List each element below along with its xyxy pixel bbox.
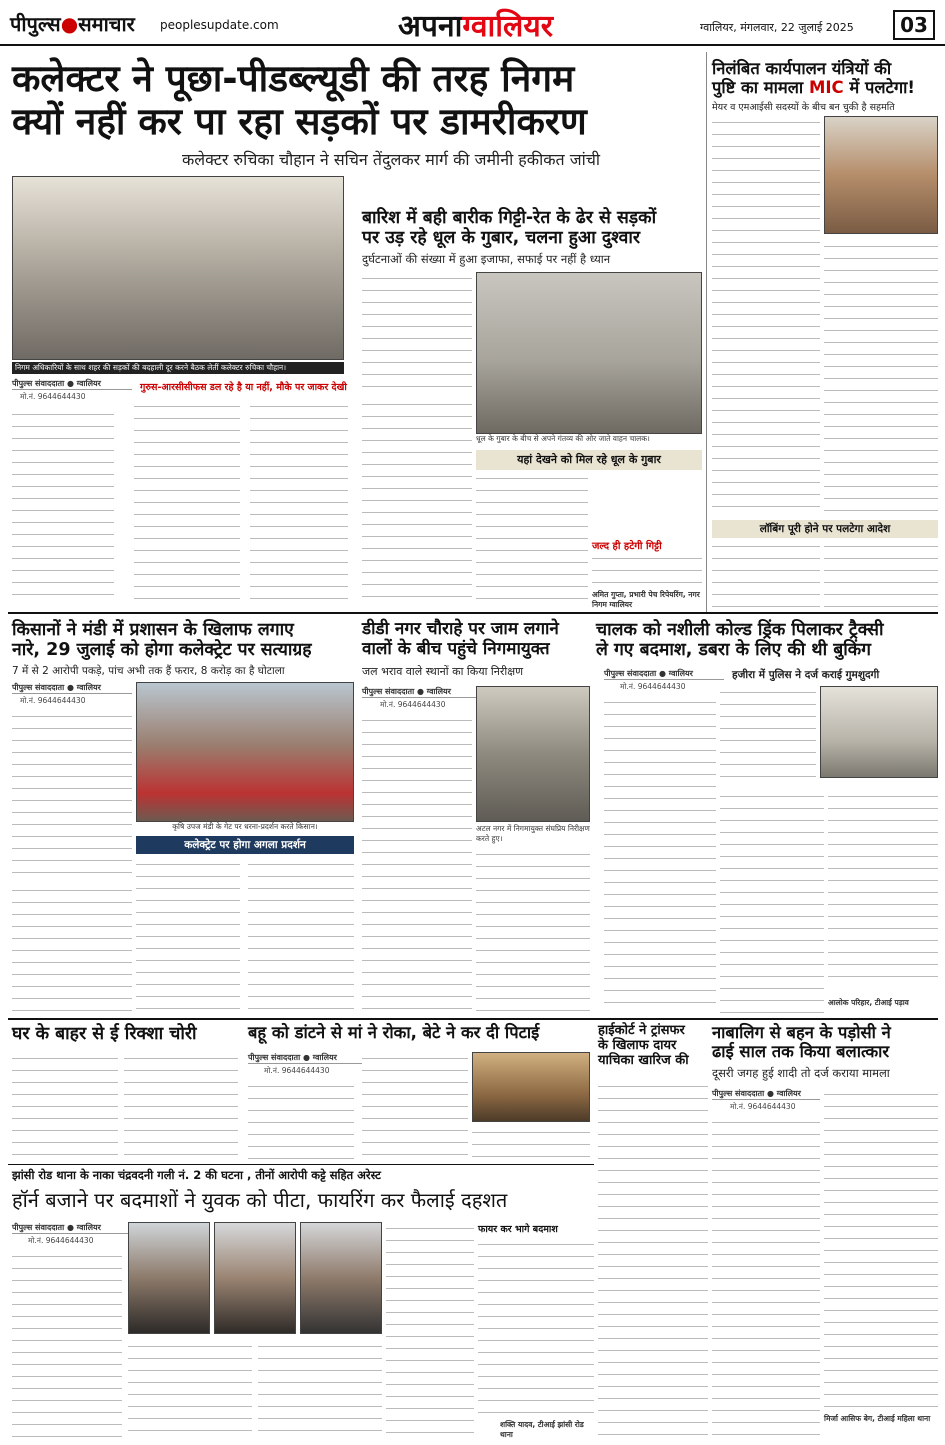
mic-photo	[824, 116, 938, 234]
lead-mobile: मो.नं. 9644644430	[20, 392, 86, 401]
mic-subheadline: मेयर व एमआईसी सदस्यों के बीच बन चुकी है सहमति	[712, 102, 895, 113]
mic-body-col4	[824, 540, 938, 608]
firing-mobile: मो.नं. 9644644430	[28, 1236, 94, 1245]
dd-body-col1	[362, 714, 472, 1014]
firing-quote: शक्ति यादव, टीआई झांसी रोड थाना	[500, 1420, 584, 1439]
logo-dot: ●	[60, 12, 79, 36]
lead-subhead-2: गुरुस-आरसीसीफस डल रहे है या नहीं, मौके पर जाकर देखी	[140, 382, 347, 393]
farmers-mobile: मो.नं. 9644644430	[20, 696, 86, 705]
mother-byline: पीपुल्स संवाददाता ● ग्वालियर	[248, 1052, 368, 1064]
dust-subheadline: दुर्घटनाओं की संख्या में हुआ इजाफा, सफाई पर नहीं है ध्यान	[362, 252, 611, 266]
rickshaw-body-col2	[124, 1052, 238, 1162]
mother-body-col3	[472, 1126, 590, 1162]
accused-photo-2	[214, 1222, 296, 1334]
driver-body-col3	[720, 790, 824, 1014]
firing-tag: फायर कर भागे बदमाश	[478, 1224, 558, 1235]
mother-photo	[472, 1052, 590, 1122]
dateline: ग्वालियर, मंगलवार, 22 जुलाई 2025	[700, 21, 854, 34]
driver-body-col2	[720, 686, 816, 782]
lead-headline: कलेक्टर ने पूछा-पीडब्ल्यूडी की तरह निगम क्यों नहीं कर पा रहा सड़कों पर डामरीकरण	[12, 57, 587, 143]
dust-body-col4	[592, 552, 702, 588]
section-rule-1	[8, 612, 938, 614]
rickshaw-body-col1	[12, 1052, 118, 1162]
minor-body-col2	[824, 1088, 938, 1410]
mic-body-col3	[712, 540, 820, 608]
firing-byline: पीपुल्स संवाददाता ● ग्वालियर	[12, 1222, 132, 1234]
farmers-byline: पीपुल्स संवाददाता ● ग्वालियर	[12, 682, 132, 694]
minor-mobile: मो.नं. 9644644430	[730, 1102, 796, 1111]
farmers-photo-caption: कृषि उपज मंडी के गेट पर धरना-प्रदर्शन करते किसान।	[172, 822, 318, 831]
dd-subheadline: जल भराव वाले स्थानों का किया निरीक्षण	[362, 665, 524, 678]
driver-headline: चालक को नशीली कोल्ड ड्रिंक पिलाकर ट्रैक्सी ले गए बदमाश, डबरा के लिए की थी बुकिंग	[596, 620, 884, 661]
mic-body-col1	[712, 116, 820, 516]
driver-mobile: मो.नं. 9644644430	[620, 682, 686, 691]
lead-body-col2	[134, 400, 240, 606]
accused-photo-3	[300, 1222, 382, 1334]
dust-body-col2	[362, 398, 472, 606]
lead-byline: पीपुल्स संवाददाता ● ग्वालियर	[12, 378, 132, 390]
dust-photo	[476, 272, 702, 434]
dd-mobile: मो.नं. 9644644430	[380, 700, 446, 709]
page-number: 03	[893, 10, 935, 40]
mother-body-col1	[248, 1080, 354, 1162]
driver-subheadline: हजीरा में पुलिस ने दर्ज कराई गुमशुदगी	[732, 669, 880, 681]
minor-subheadline: दूसरी जगह हुई शादी तो दर्ज कराया मामला	[712, 1066, 890, 1080]
dust-body-col1	[362, 272, 472, 394]
farmers-headline: किसानों ने मंडी में प्रशासन के खिलाफ लगाए नारे, 29 जुलाई को होगा कलेक्ट्रेट पर सत्याग्रह	[12, 620, 312, 661]
mother-mobile: मो.नं. 9644644430	[264, 1066, 330, 1075]
farmers-photo	[136, 682, 354, 822]
firing-body-col4	[386, 1222, 474, 1440]
mic-body-col2	[824, 240, 938, 516]
section-title: अपनाग्वालियर	[398, 9, 554, 44]
lead-photo	[12, 176, 344, 360]
driver-body-col4	[828, 790, 938, 986]
dd-photo-caption: अटल नगर में निगमायुक्त संघप्रिय निरीक्षण करते हुए।	[476, 824, 590, 843]
firing-body-col1	[12, 1250, 122, 1440]
column-rule	[706, 52, 707, 612]
driver-quote: आलोक परिहार, टीआई पड़ाव	[828, 998, 909, 1007]
accused-photo-1	[128, 1222, 210, 1334]
lead-body-col1	[12, 408, 114, 606]
mic-tag: लॉबिंग पूरी होने पर पलटेगा आदेश	[712, 520, 938, 538]
lead-photo-caption: निगम अधिकारियों के साथ शहर की सड़कों की बदहाली दूर करने बैठक लेतीं कलेक्टर रुचिका चौहान।	[12, 362, 344, 374]
farmers-body-col3	[248, 858, 354, 1014]
section-rule-2	[8, 1018, 938, 1020]
rickshaw-headline: घर के बाहर से ई रिक्शा चोरी	[12, 1024, 197, 1044]
minor-quote: मिर्जा आसिफ बेग, टीआई महिला थाना	[824, 1414, 931, 1423]
driver-byline: पीपुल्स संवाददाता ● ग्वालियर	[604, 668, 724, 680]
firing-body-col2	[128, 1340, 252, 1440]
mother-body-col2	[362, 1052, 468, 1162]
farmers-subheadline: 7 में से 2 आरोपी पकड़े, पांच अभी तक हैं फरार, 8 करोड़ का है घोटाला	[12, 665, 285, 677]
dust-note: जल्द ही हटेगी गिट्टी	[592, 541, 662, 552]
dd-photo	[476, 686, 590, 822]
farmers-body-col1b	[12, 884, 132, 1014]
hc-headline: हाईकोर्ट ने ट्रांसफर के खिलाफ दायर याचिका खारिज की	[598, 1023, 689, 1068]
farmers-body-col1	[12, 710, 132, 880]
lead-body-col3	[250, 400, 348, 606]
masthead	[0, 0, 945, 46]
minor-body-col1	[712, 1116, 820, 1440]
firing-body-col5	[478, 1238, 594, 1418]
section-rule-3	[8, 1164, 594, 1165]
dust-photo-caption: धूल के गुबार के बीच से अपने गंतव्य की ओर जाते वाहन चालक।	[476, 434, 650, 443]
dd-headline: डीडी नगर चौराहे पर जाम लगाने वालों के बीच पहुंचे निगमायुक्त	[362, 619, 559, 659]
mother-headline: बहू को डांटने से मां ने रोका, बेटे ने कर दी पिटाई	[248, 1023, 540, 1042]
dd-byline: पीपुल्स संवाददाता ● ग्वालियर	[362, 686, 482, 698]
logo: पीपुल्स●समाचार	[10, 12, 135, 36]
dust-tag: यहां देखने को मिल रहे धूल के गुबार	[476, 450, 702, 470]
firing-body-col3	[258, 1340, 382, 1440]
firing-kicker: झांसी रोड थाना के नाका चंद्रवदनी गली नं. 2 की घटना , तीनों आरोपी कट्टे सहित अरेस्ट	[12, 1168, 381, 1182]
driver-photo	[820, 686, 938, 778]
dust-body-col3	[476, 472, 588, 606]
farmers-body-col2	[136, 858, 240, 1014]
driver-body-col1	[604, 696, 716, 1014]
minor-headline: नाबालिग से बहन के पड़ोसी ने ढाई साल तक किया बलात्कार	[712, 1023, 891, 1061]
firing-headline: हॉर्न बजाने पर बदमाशों ने युवक को पीटा, फायरिंग कर फैलाई दहशत	[12, 1188, 508, 1212]
site-url[interactable]: peoplesupdate.com	[160, 18, 279, 32]
mic-headline: निलंबित कार्यपालन यंत्रियों की पुष्टि का मामला MIC में पलटेगा!	[712, 59, 915, 97]
dust-quote: अमित गुप्ता, प्रभारी पेच रिपेयरिंग, नगर निगम ग्वालियर	[592, 590, 700, 609]
farmers-tag: कलेक्ट्रेट पर होगा अगला प्रदर्शन	[136, 836, 354, 854]
hc-body	[598, 1080, 708, 1440]
lead-subheadline: कलेक्टर रुचिका चौहान ने सचिन तेंदुलकर मार्ग की जमीनी हकीकत जांची	[182, 150, 601, 169]
dd-body-col2	[476, 848, 590, 1014]
minor-byline: पीपुल्स संवाददाता ● ग्वालियर	[712, 1088, 820, 1100]
dust-headline: बारिश में बही बारीक गिट्टी-रेत के ढेर से सड़कों पर उड़ रहे धूल के गुबार, चलना हुआ दुश्वार	[362, 208, 657, 249]
